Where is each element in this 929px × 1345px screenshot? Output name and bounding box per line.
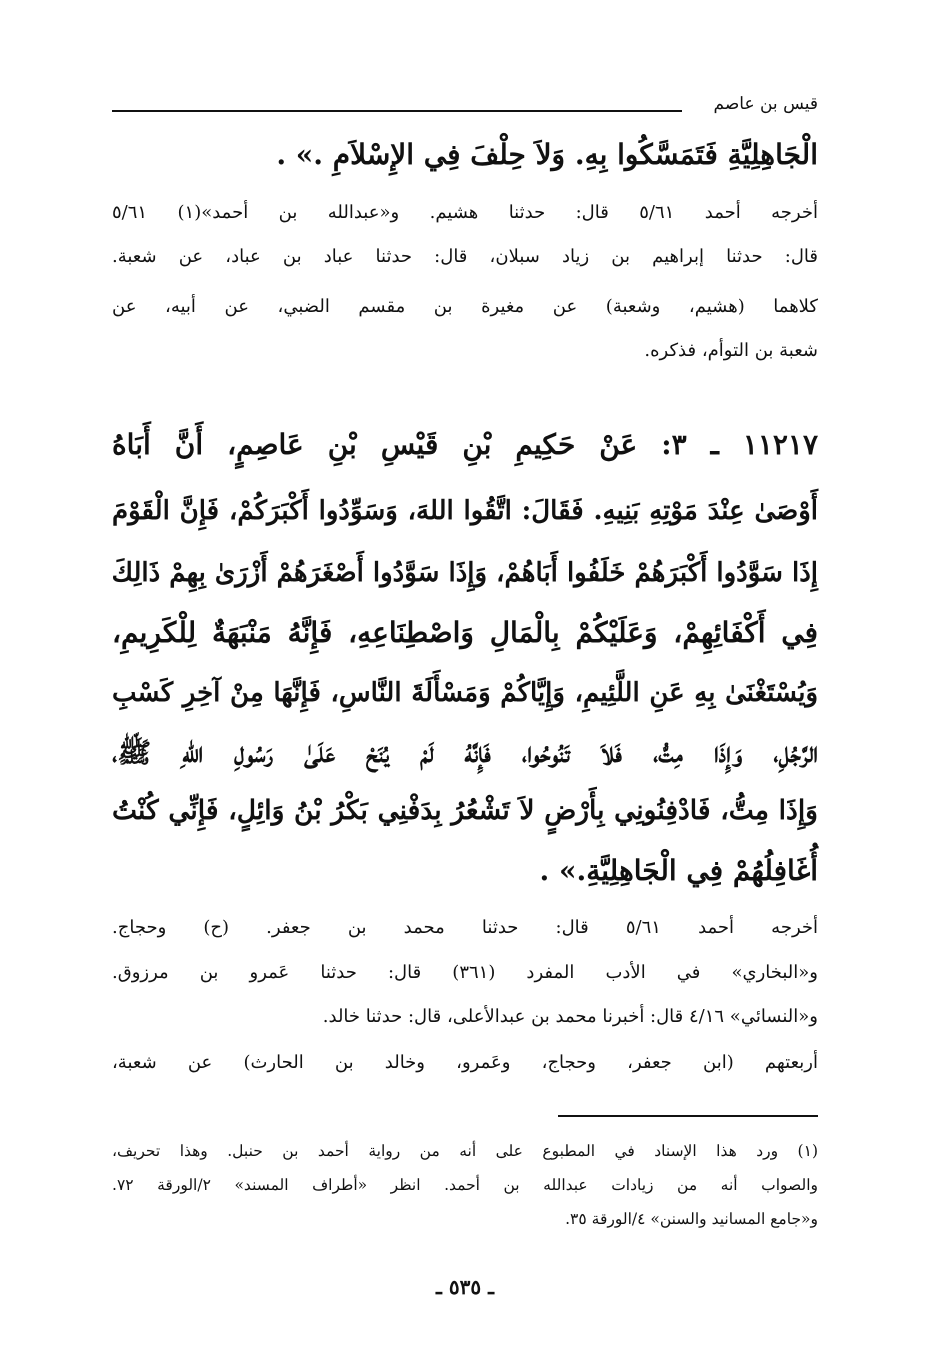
page-number: ـ ٥٣٥ ـ: [436, 1275, 494, 1299]
prev-hadith-line-1: الْجَاهِلِيَّةِ فَتَمَسَّكُوا بِهِ. وَلاَ حِلْفَ فِي الإِسْلاَمِ .» .: [276, 138, 818, 171]
footnote-line-2: والصواب أنه من زيادات عبدالله بن أحمد. انظر «أطراف المسند» ٢/الورقة ٧٢.: [112, 1176, 818, 1194]
hadith-line-3: إِذَا سَوَّدُوا أَكْبَرَهُمْ خَلَفُوا أَبَاهُمْ، وَإِذَا سَوَّدُوا أَصْغَرَهُمْ أَزْرَىٰ بِهِمْ ذَالِكَ: [111, 558, 818, 588]
takhrij-1-line-3: كلاهما (هشيم، وشعبة) عن مغيرة بن مقسم الضبي، عن أبيه، عن: [112, 296, 818, 317]
hadith-line-8: أُغَافِلُهُمْ فِي الْجَاهِلِيَّةِ.» .: [539, 854, 818, 887]
takhrij-2-line-3: و«النسائي» ٤/١٦ قال: أخبرنا محمد بن عبدالأعلى، قال: حدثنا خالد.: [322, 1006, 818, 1027]
takhrij-1-line-1: أخرجه أحمد ٥/٦١ قال: حدثنا هشيم. و«عبدالله بن أحمد»(١) ٥/٦١: [112, 202, 818, 223]
footnote-line-3: و«جامع المسانيد والسنن» ٤/الورقة ٣٥.: [565, 1210, 818, 1228]
running-title: قيس بن عاصم: [713, 94, 818, 114]
hadith-line-6: الرَّجُلِ، وَإِذَا مِتُّ، فَلاَ تَنُوحُوا، فَإِنَّهُ لَمْ يُنَحْ عَلَىٰ رَسُولِ اللهِ ﷺ،: [112, 736, 818, 769]
takhrij-2-line-4: أربعتهم (ابن جعفر، وحجاج، وعَمرو، وخالد بن الحارث) عن شعبة،: [112, 1052, 818, 1073]
hadith-line-5: وَيُسْتَغْنَىٰ بِهِ عَنِ اللَّئِيمِ، وَإِيَّاكُمْ وَمَسْأَلَةَ النَّاسِ، فَإِنَّهَا مِنْ آخِرِ كَسْبِ: [112, 678, 818, 708]
book-page: [112, 80, 818, 1310]
footnote-rule: [558, 1115, 818, 1117]
header-rule: [112, 110, 682, 112]
takhrij-2-line-2: و«البخاري» في الأدب المفرد (٣٦١) قال: حدثنا عَمرو بن مرزوق.: [112, 962, 818, 983]
hadith-line-2: أَوْصَىٰ عِنْدَ مَوْتِهِ بَنِيهِ. فَقَالَ: اتَّقُوا اللهَ، وَسَوِّدُوا أَكْبَرَكُمْ، فَإِنَّ الْقَوْمَ: [112, 496, 818, 526]
takhrij-2-line-1: أخرجه أحمد ٥/٦١ قال: حدثنا محمد بن جعفر. (ح) وحجاج.: [112, 917, 819, 938]
hadith-line-4: فِي أَكْفَائِهِمْ، وَعَلَيْكُمْ بِالْمَالِ وَاصْطِنَاعِهِ، فَإِنَّهُ مَنْبَهَةٌ لِلْكَرِيمِ،: [112, 616, 818, 649]
running-header: [112, 90, 818, 120]
takhrij-1-line-4: شعبة بن التوأم، فذكره.: [644, 340, 818, 361]
hadith-line-7: وَإِذَا مِتُّ، فَادْفِنُونِي بِأَرْضٍ لاَ تَشْعُرُ بِدَفْنِي بَكْرُ بْنُ وَائِلٍ، فَإِنِّي كُنْتُ: [112, 795, 818, 826]
takhrij-1-line-2: قال: حدثنا إبراهيم بن زياد سبلان، قال: حدثنا عباد بن عباد، عن شعبة.: [112, 246, 818, 267]
footnote-line-1: (١) ورد هذا الإسناد في المطبوع على أنه من رواية أحمد بن حنبل. وهذا تحريف،: [112, 1142, 818, 1160]
hadith-line-1: ١١٢١٧ ـ ٣: عَنْ حَكِيمِ بْنِ قَيْسِ بْنِ عَاصِمٍ، أَنَّ أَبَاهُ: [112, 428, 819, 461]
